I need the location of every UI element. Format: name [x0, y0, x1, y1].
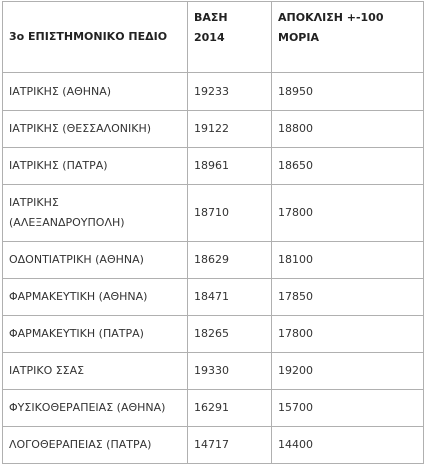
row-name: ΙΑΤΡΙΚΗΣ (ΑΘΗΝΑ)	[3, 73, 188, 111]
admission-scores-table	[2, 1, 424, 464]
row-estimate: 18100	[272, 242, 424, 279]
row-base: 19122	[188, 111, 272, 148]
table-header-row	[3, 2, 424, 73]
row-name: ΛΟΓΟΘΕΡΑΠΕΙΑΣ (ΠΑΤΡΑ)	[3, 427, 188, 464]
header-base-line1: ΒΑΣΗ	[194, 11, 228, 24]
row-base: 18961	[188, 148, 272, 185]
row-estimate: 17800	[272, 185, 424, 242]
row-estimate: 17800	[272, 316, 424, 353]
header-deviation-line1: ΑΠΟΚΛΙΣΗ +-100	[278, 11, 384, 24]
header-base	[188, 2, 272, 73]
row-name: ΦΥΣΙΚΟΘΕΡΑΠΕΙΑΣ (ΑΘΗΝΑ)	[3, 390, 188, 427]
table-row	[3, 73, 424, 111]
header-field	[3, 2, 188, 73]
row-base: 18265	[188, 316, 272, 353]
row-base: 16291	[188, 390, 272, 427]
row-base: 19233	[188, 73, 272, 111]
row-name: ΦΑΡΜΑΚΕΥΤΙΚΗ (ΠΑΤΡΑ)	[3, 316, 188, 353]
row-name-line1: ΙΑΤΡΙΚΗΣ	[9, 196, 59, 209]
table-row	[3, 148, 424, 185]
table-row	[3, 390, 424, 427]
row-estimate: 18950	[272, 73, 424, 111]
row-estimate: 18800	[272, 111, 424, 148]
row-estimate: 15700	[272, 390, 424, 427]
row-estimate: 17850	[272, 279, 424, 316]
row-base: 18629	[188, 242, 272, 279]
row-base: 14717	[188, 427, 272, 464]
table-row	[3, 279, 424, 316]
header-field-label: 3ο ΕΠΙΣΤΗΜΟΝΙΚΟ ΠΕΔΙΟ	[9, 30, 168, 43]
row-base: 18471	[188, 279, 272, 316]
table-row	[3, 111, 424, 148]
header-deviation-line2: ΜΟΡΙΑ	[278, 31, 319, 44]
row-base: 19330	[188, 353, 272, 390]
row-base: 18710	[188, 185, 272, 242]
row-name: ΙΑΤΡΙΚΟ ΣΣΑΣ	[3, 353, 188, 390]
row-estimate: 19200	[272, 353, 424, 390]
row-estimate: 18650	[272, 148, 424, 185]
table-row	[3, 427, 424, 464]
row-name	[3, 185, 188, 242]
table-row	[3, 353, 424, 390]
row-name-line2: (ΑΛΕΞΑΝΔΡΟΥΠΟΛΗ)	[9, 216, 125, 229]
table-row	[3, 242, 424, 279]
row-name: ΙΑΤΡΙΚΗΣ (ΘΕΣΣΑΛΟΝΙΚΗ)	[3, 111, 188, 148]
row-name: ΦΑΡΜΑΚΕΥΤΙΚΗ (ΑΘΗΝΑ)	[3, 279, 188, 316]
row-name: ΟΔΟΝΤΙΑΤΡΙΚΗ (ΑΘΗΝΑ)	[3, 242, 188, 279]
row-estimate: 14400	[272, 427, 424, 464]
header-base-line2: 2014	[194, 31, 225, 44]
table-row	[3, 185, 424, 242]
row-name: ΙΑΤΡΙΚΗΣ (ΠΑΤΡΑ)	[3, 148, 188, 185]
header-deviation	[272, 2, 424, 73]
table-row	[3, 316, 424, 353]
